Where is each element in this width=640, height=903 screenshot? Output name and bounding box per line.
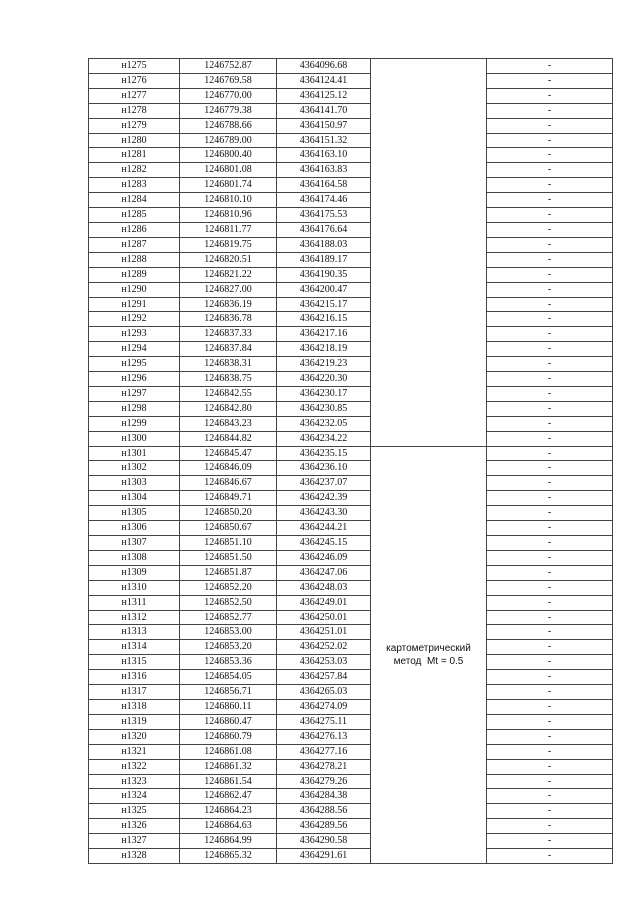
- x-coordinate-cell: 1246861.32: [180, 759, 277, 774]
- table-row: [89, 461, 613, 476]
- point-id-cell: н1283: [89, 178, 180, 193]
- note-cell: -: [487, 208, 613, 223]
- table-row: [89, 431, 613, 446]
- x-coordinate-cell: 1246752.87: [180, 59, 277, 74]
- point-id-cell: н1277: [89, 88, 180, 103]
- y-coordinate-cell: 4364290.58: [277, 834, 371, 849]
- y-coordinate-cell: 4364245.15: [277, 536, 371, 551]
- table-row: [89, 297, 613, 312]
- y-coordinate-cell: 4364235.15: [277, 446, 371, 461]
- y-coordinate-cell: 4364247.06: [277, 565, 371, 580]
- y-coordinate-cell: 4364234.22: [277, 431, 371, 446]
- y-coordinate-cell: 4364242.39: [277, 491, 371, 506]
- note-cell: -: [487, 491, 613, 506]
- y-coordinate-cell: 4364265.03: [277, 685, 371, 700]
- x-coordinate-cell: 1246842.80: [180, 401, 277, 416]
- note-cell: -: [487, 88, 613, 103]
- y-coordinate-cell: 4364288.56: [277, 804, 371, 819]
- note-cell: -: [487, 297, 613, 312]
- note-cell: -: [487, 252, 613, 267]
- point-id-cell: н1308: [89, 550, 180, 565]
- y-coordinate-cell: 4364188.03: [277, 237, 371, 252]
- note-cell: -: [487, 446, 613, 461]
- point-id-cell: н1327: [89, 834, 180, 849]
- x-coordinate-cell: 1246819.75: [180, 237, 277, 252]
- y-coordinate-cell: 4364250.01: [277, 610, 371, 625]
- y-coordinate-cell: 4364125.12: [277, 88, 371, 103]
- point-id-cell: н1289: [89, 267, 180, 282]
- x-coordinate-cell: 1246821.22: [180, 267, 277, 282]
- point-id-cell: н1302: [89, 461, 180, 476]
- y-coordinate-cell: 4364243.30: [277, 506, 371, 521]
- table-row: [89, 789, 613, 804]
- note-cell: -: [487, 416, 613, 431]
- table-row: [89, 193, 613, 208]
- y-coordinate-cell: 4364237.07: [277, 476, 371, 491]
- table-row: [89, 774, 613, 789]
- y-coordinate-cell: 4364218.19: [277, 342, 371, 357]
- y-coordinate-cell: 4364215.17: [277, 297, 371, 312]
- y-coordinate-cell: 4364236.10: [277, 461, 371, 476]
- y-coordinate-cell: 4364276.13: [277, 729, 371, 744]
- point-id-cell: н1281: [89, 148, 180, 163]
- point-id-cell: н1306: [89, 521, 180, 536]
- y-coordinate-cell: 4364176.64: [277, 222, 371, 237]
- y-coordinate-cell: 4364253.03: [277, 655, 371, 670]
- point-id-cell: н1293: [89, 327, 180, 342]
- y-coordinate-cell: 4364291.61: [277, 849, 371, 864]
- table-row: [89, 804, 613, 819]
- table-row: [89, 744, 613, 759]
- y-coordinate-cell: 4364189.17: [277, 252, 371, 267]
- table-row: [89, 834, 613, 849]
- point-id-cell: н1325: [89, 804, 180, 819]
- point-id-cell: н1307: [89, 536, 180, 551]
- note-cell: -: [487, 237, 613, 252]
- point-id-cell: н1292: [89, 312, 180, 327]
- table-row: [89, 714, 613, 729]
- table-row: [89, 178, 613, 193]
- note-cell: -: [487, 59, 613, 74]
- point-id-cell: н1287: [89, 237, 180, 252]
- y-coordinate-cell: 4364277.16: [277, 744, 371, 759]
- note-cell: -: [487, 819, 613, 834]
- x-coordinate-cell: 1246789.00: [180, 133, 277, 148]
- point-id-cell: н1313: [89, 625, 180, 640]
- method-label-line2: метод Mt = 0.5: [393, 655, 464, 667]
- table-row: [89, 386, 613, 401]
- x-coordinate-cell: 1246851.10: [180, 536, 277, 551]
- x-coordinate-cell: 1246864.63: [180, 819, 277, 834]
- x-coordinate-cell: 1246769.58: [180, 73, 277, 88]
- note-cell: -: [487, 506, 613, 521]
- x-coordinate-cell: 1246862.47: [180, 789, 277, 804]
- note-cell: -: [487, 193, 613, 208]
- point-id-cell: н1299: [89, 416, 180, 431]
- table-row: [89, 327, 613, 342]
- x-coordinate-cell: 1246861.08: [180, 744, 277, 759]
- y-coordinate-cell: 4364230.85: [277, 401, 371, 416]
- point-id-cell: н1305: [89, 506, 180, 521]
- x-coordinate-cell: 1246770.00: [180, 88, 277, 103]
- point-id-cell: н1297: [89, 386, 180, 401]
- point-id-cell: н1326: [89, 819, 180, 834]
- table-row: [89, 565, 613, 580]
- y-coordinate-cell: 4364163.83: [277, 163, 371, 178]
- point-id-cell: н1278: [89, 103, 180, 118]
- note-cell: -: [487, 267, 613, 282]
- table-row: [89, 401, 613, 416]
- point-id-cell: н1284: [89, 193, 180, 208]
- note-cell: -: [487, 655, 613, 670]
- note-cell: -: [487, 133, 613, 148]
- table-row: [89, 446, 613, 461]
- point-id-cell: н1310: [89, 580, 180, 595]
- x-coordinate-cell: 1246860.79: [180, 729, 277, 744]
- x-coordinate-cell: 1246844.82: [180, 431, 277, 446]
- table-row: [89, 849, 613, 864]
- point-id-cell: н1275: [89, 59, 180, 74]
- x-coordinate-cell: 1246852.50: [180, 595, 277, 610]
- x-coordinate-cell: 1246843.23: [180, 416, 277, 431]
- note-cell: -: [487, 342, 613, 357]
- y-coordinate-cell: 4364190.35: [277, 267, 371, 282]
- x-coordinate-cell: 1246837.33: [180, 327, 277, 342]
- x-coordinate-cell: 1246856.71: [180, 685, 277, 700]
- point-id-cell: н1295: [89, 357, 180, 372]
- table-row: [89, 88, 613, 103]
- x-coordinate-cell: 1246861.54: [180, 774, 277, 789]
- table-row: [89, 610, 613, 625]
- note-cell: -: [487, 372, 613, 387]
- point-id-cell: н1328: [89, 849, 180, 864]
- point-id-cell: н1317: [89, 685, 180, 700]
- note-cell: -: [487, 118, 613, 133]
- y-coordinate-cell: 4364232.05: [277, 416, 371, 431]
- note-cell: -: [487, 148, 613, 163]
- point-id-cell: н1321: [89, 744, 180, 759]
- point-id-cell: н1309: [89, 565, 180, 580]
- y-coordinate-cell: 4364220.30: [277, 372, 371, 387]
- table-row: [89, 342, 613, 357]
- x-coordinate-cell: 1246836.19: [180, 297, 277, 312]
- x-coordinate-cell: 1246853.00: [180, 625, 277, 640]
- x-coordinate-cell: 1246851.50: [180, 550, 277, 565]
- table-row: [89, 222, 613, 237]
- point-id-cell: н1298: [89, 401, 180, 416]
- table-row: [89, 282, 613, 297]
- point-id-cell: н1319: [89, 714, 180, 729]
- note-cell: -: [487, 834, 613, 849]
- y-coordinate-cell: 4364279.26: [277, 774, 371, 789]
- method-cell-group1: [371, 59, 487, 447]
- x-coordinate-cell: 1246842.55: [180, 386, 277, 401]
- note-cell: -: [487, 849, 613, 864]
- y-coordinate-cell: 4364230.17: [277, 386, 371, 401]
- x-coordinate-cell: 1246845.47: [180, 446, 277, 461]
- y-coordinate-cell: 4364244.21: [277, 521, 371, 536]
- x-coordinate-cell: 1246811.77: [180, 222, 277, 237]
- table-row: [89, 759, 613, 774]
- y-coordinate-cell: 4364257.84: [277, 670, 371, 685]
- table-row: [89, 163, 613, 178]
- table-row: [89, 550, 613, 565]
- table-row: [89, 73, 613, 88]
- note-cell: -: [487, 222, 613, 237]
- x-coordinate-cell: 1246860.47: [180, 714, 277, 729]
- table-row: [89, 476, 613, 491]
- y-coordinate-cell: 4364219.23: [277, 357, 371, 372]
- point-id-cell: н1316: [89, 670, 180, 685]
- x-coordinate-cell: 1246820.51: [180, 252, 277, 267]
- note-cell: -: [487, 327, 613, 342]
- x-coordinate-cell: 1246853.36: [180, 655, 277, 670]
- y-coordinate-cell: 4364217.16: [277, 327, 371, 342]
- note-cell: -: [487, 312, 613, 327]
- x-coordinate-cell: 1246853.20: [180, 640, 277, 655]
- table-row: [89, 372, 613, 387]
- y-coordinate-cell: 4364275.11: [277, 714, 371, 729]
- point-id-cell: н1303: [89, 476, 180, 491]
- y-coordinate-cell: 4364249.01: [277, 595, 371, 610]
- note-cell: -: [487, 759, 613, 774]
- point-id-cell: н1324: [89, 789, 180, 804]
- note-cell: -: [487, 401, 613, 416]
- point-id-cell: н1314: [89, 640, 180, 655]
- note-cell: -: [487, 357, 613, 372]
- x-coordinate-cell: 1246850.67: [180, 521, 277, 536]
- note-cell: -: [487, 580, 613, 595]
- note-cell: -: [487, 714, 613, 729]
- point-id-cell: н1318: [89, 699, 180, 714]
- note-cell: -: [487, 699, 613, 714]
- x-coordinate-cell: 1246788.66: [180, 118, 277, 133]
- table-row: [89, 312, 613, 327]
- point-id-cell: н1285: [89, 208, 180, 223]
- table-row: [89, 685, 613, 700]
- point-id-cell: н1322: [89, 759, 180, 774]
- method-label-line1: картометрический: [386, 642, 471, 654]
- x-coordinate-cell: 1246801.08: [180, 163, 277, 178]
- point-id-cell: н1323: [89, 774, 180, 789]
- note-cell: -: [487, 789, 613, 804]
- note-cell: -: [487, 729, 613, 744]
- x-coordinate-cell: 1246865.32: [180, 849, 277, 864]
- x-coordinate-cell: 1246837.84: [180, 342, 277, 357]
- x-coordinate-cell: 1246838.31: [180, 357, 277, 372]
- y-coordinate-cell: 4364274.09: [277, 699, 371, 714]
- note-cell: -: [487, 103, 613, 118]
- table-row: [89, 819, 613, 834]
- point-id-cell: н1286: [89, 222, 180, 237]
- note-cell: -: [487, 282, 613, 297]
- note-cell: -: [487, 73, 613, 88]
- y-coordinate-cell: 4364251.01: [277, 625, 371, 640]
- point-id-cell: н1279: [89, 118, 180, 133]
- x-coordinate-cell: 1246860.11: [180, 699, 277, 714]
- x-coordinate-cell: 1246836.78: [180, 312, 277, 327]
- table-row: [89, 133, 613, 148]
- y-coordinate-cell: 4364124.41: [277, 73, 371, 88]
- y-coordinate-cell: 4364164.58: [277, 178, 371, 193]
- point-id-cell: н1312: [89, 610, 180, 625]
- note-cell: -: [487, 461, 613, 476]
- note-cell: -: [487, 163, 613, 178]
- x-coordinate-cell: 1246846.09: [180, 461, 277, 476]
- table-row: [89, 267, 613, 282]
- note-cell: -: [487, 685, 613, 700]
- coordinates-table: [88, 58, 613, 864]
- table-row: [89, 491, 613, 506]
- note-cell: -: [487, 521, 613, 536]
- y-coordinate-cell: 4364248.03: [277, 580, 371, 595]
- point-id-cell: н1296: [89, 372, 180, 387]
- x-coordinate-cell: 1246864.99: [180, 834, 277, 849]
- x-coordinate-cell: 1246849.71: [180, 491, 277, 506]
- table-row: [89, 640, 613, 655]
- point-id-cell: н1320: [89, 729, 180, 744]
- note-cell: -: [487, 804, 613, 819]
- x-coordinate-cell: 1246810.10: [180, 193, 277, 208]
- note-cell: -: [487, 610, 613, 625]
- table-row: [89, 118, 613, 133]
- table-row: [89, 655, 613, 670]
- y-coordinate-cell: 4364150.97: [277, 118, 371, 133]
- x-coordinate-cell: 1246801.74: [180, 178, 277, 193]
- note-cell: -: [487, 640, 613, 655]
- y-coordinate-cell: 4364141.70: [277, 103, 371, 118]
- y-coordinate-cell: 4364252.02: [277, 640, 371, 655]
- table-row: [89, 521, 613, 536]
- x-coordinate-cell: 1246864.23: [180, 804, 277, 819]
- note-cell: -: [487, 774, 613, 789]
- table-row: [89, 148, 613, 163]
- note-cell: -: [487, 476, 613, 491]
- x-coordinate-cell: 1246800.40: [180, 148, 277, 163]
- point-id-cell: н1280: [89, 133, 180, 148]
- point-id-cell: н1288: [89, 252, 180, 267]
- y-coordinate-cell: 4364200.47: [277, 282, 371, 297]
- note-cell: -: [487, 670, 613, 685]
- table-row: [89, 357, 613, 372]
- note-cell: -: [487, 565, 613, 580]
- point-id-cell: н1304: [89, 491, 180, 506]
- x-coordinate-cell: 1246851.87: [180, 565, 277, 580]
- x-coordinate-cell: 1246779.38: [180, 103, 277, 118]
- y-coordinate-cell: 4364289.56: [277, 819, 371, 834]
- table-row: [89, 103, 613, 118]
- point-id-cell: н1294: [89, 342, 180, 357]
- table-row: [89, 729, 613, 744]
- x-coordinate-cell: 1246854.05: [180, 670, 277, 685]
- note-cell: -: [487, 595, 613, 610]
- table-row: [89, 252, 613, 267]
- y-coordinate-cell: 4364278.21: [277, 759, 371, 774]
- note-cell: -: [487, 550, 613, 565]
- table-row: [89, 59, 613, 74]
- method-cell-group2: [371, 446, 487, 863]
- note-cell: -: [487, 744, 613, 759]
- point-id-cell: н1282: [89, 163, 180, 178]
- y-coordinate-cell: 4364151.32: [277, 133, 371, 148]
- note-cell: -: [487, 536, 613, 551]
- x-coordinate-cell: 1246852.20: [180, 580, 277, 595]
- note-cell: -: [487, 431, 613, 446]
- point-id-cell: н1315: [89, 655, 180, 670]
- x-coordinate-cell: 1246827.00: [180, 282, 277, 297]
- point-id-cell: н1311: [89, 595, 180, 610]
- table-row: [89, 625, 613, 640]
- x-coordinate-cell: 1246810.96: [180, 208, 277, 223]
- note-cell: -: [487, 178, 613, 193]
- table-row: [89, 208, 613, 223]
- table-row: [89, 237, 613, 252]
- y-coordinate-cell: 4364216.15: [277, 312, 371, 327]
- table-row: [89, 699, 613, 714]
- note-cell: -: [487, 625, 613, 640]
- table-row: [89, 595, 613, 610]
- note-cell: -: [487, 386, 613, 401]
- y-coordinate-cell: 4364174.46: [277, 193, 371, 208]
- y-coordinate-cell: 4364284.38: [277, 789, 371, 804]
- x-coordinate-cell: 1246838.75: [180, 372, 277, 387]
- point-id-cell: н1300: [89, 431, 180, 446]
- table-row: [89, 536, 613, 551]
- point-id-cell: н1291: [89, 297, 180, 312]
- table-row: [89, 416, 613, 431]
- point-id-cell: н1276: [89, 73, 180, 88]
- table-row: [89, 670, 613, 685]
- coordinates-table-body: [89, 59, 613, 864]
- y-coordinate-cell: 4364096.68: [277, 59, 371, 74]
- table-row: [89, 580, 613, 595]
- point-id-cell: н1301: [89, 446, 180, 461]
- x-coordinate-cell: 1246850.20: [180, 506, 277, 521]
- table-row: [89, 506, 613, 521]
- x-coordinate-cell: 1246846.67: [180, 476, 277, 491]
- x-coordinate-cell: 1246852.77: [180, 610, 277, 625]
- y-coordinate-cell: 4364163.10: [277, 148, 371, 163]
- y-coordinate-cell: 4364246.09: [277, 550, 371, 565]
- point-id-cell: н1290: [89, 282, 180, 297]
- y-coordinate-cell: 4364175.53: [277, 208, 371, 223]
